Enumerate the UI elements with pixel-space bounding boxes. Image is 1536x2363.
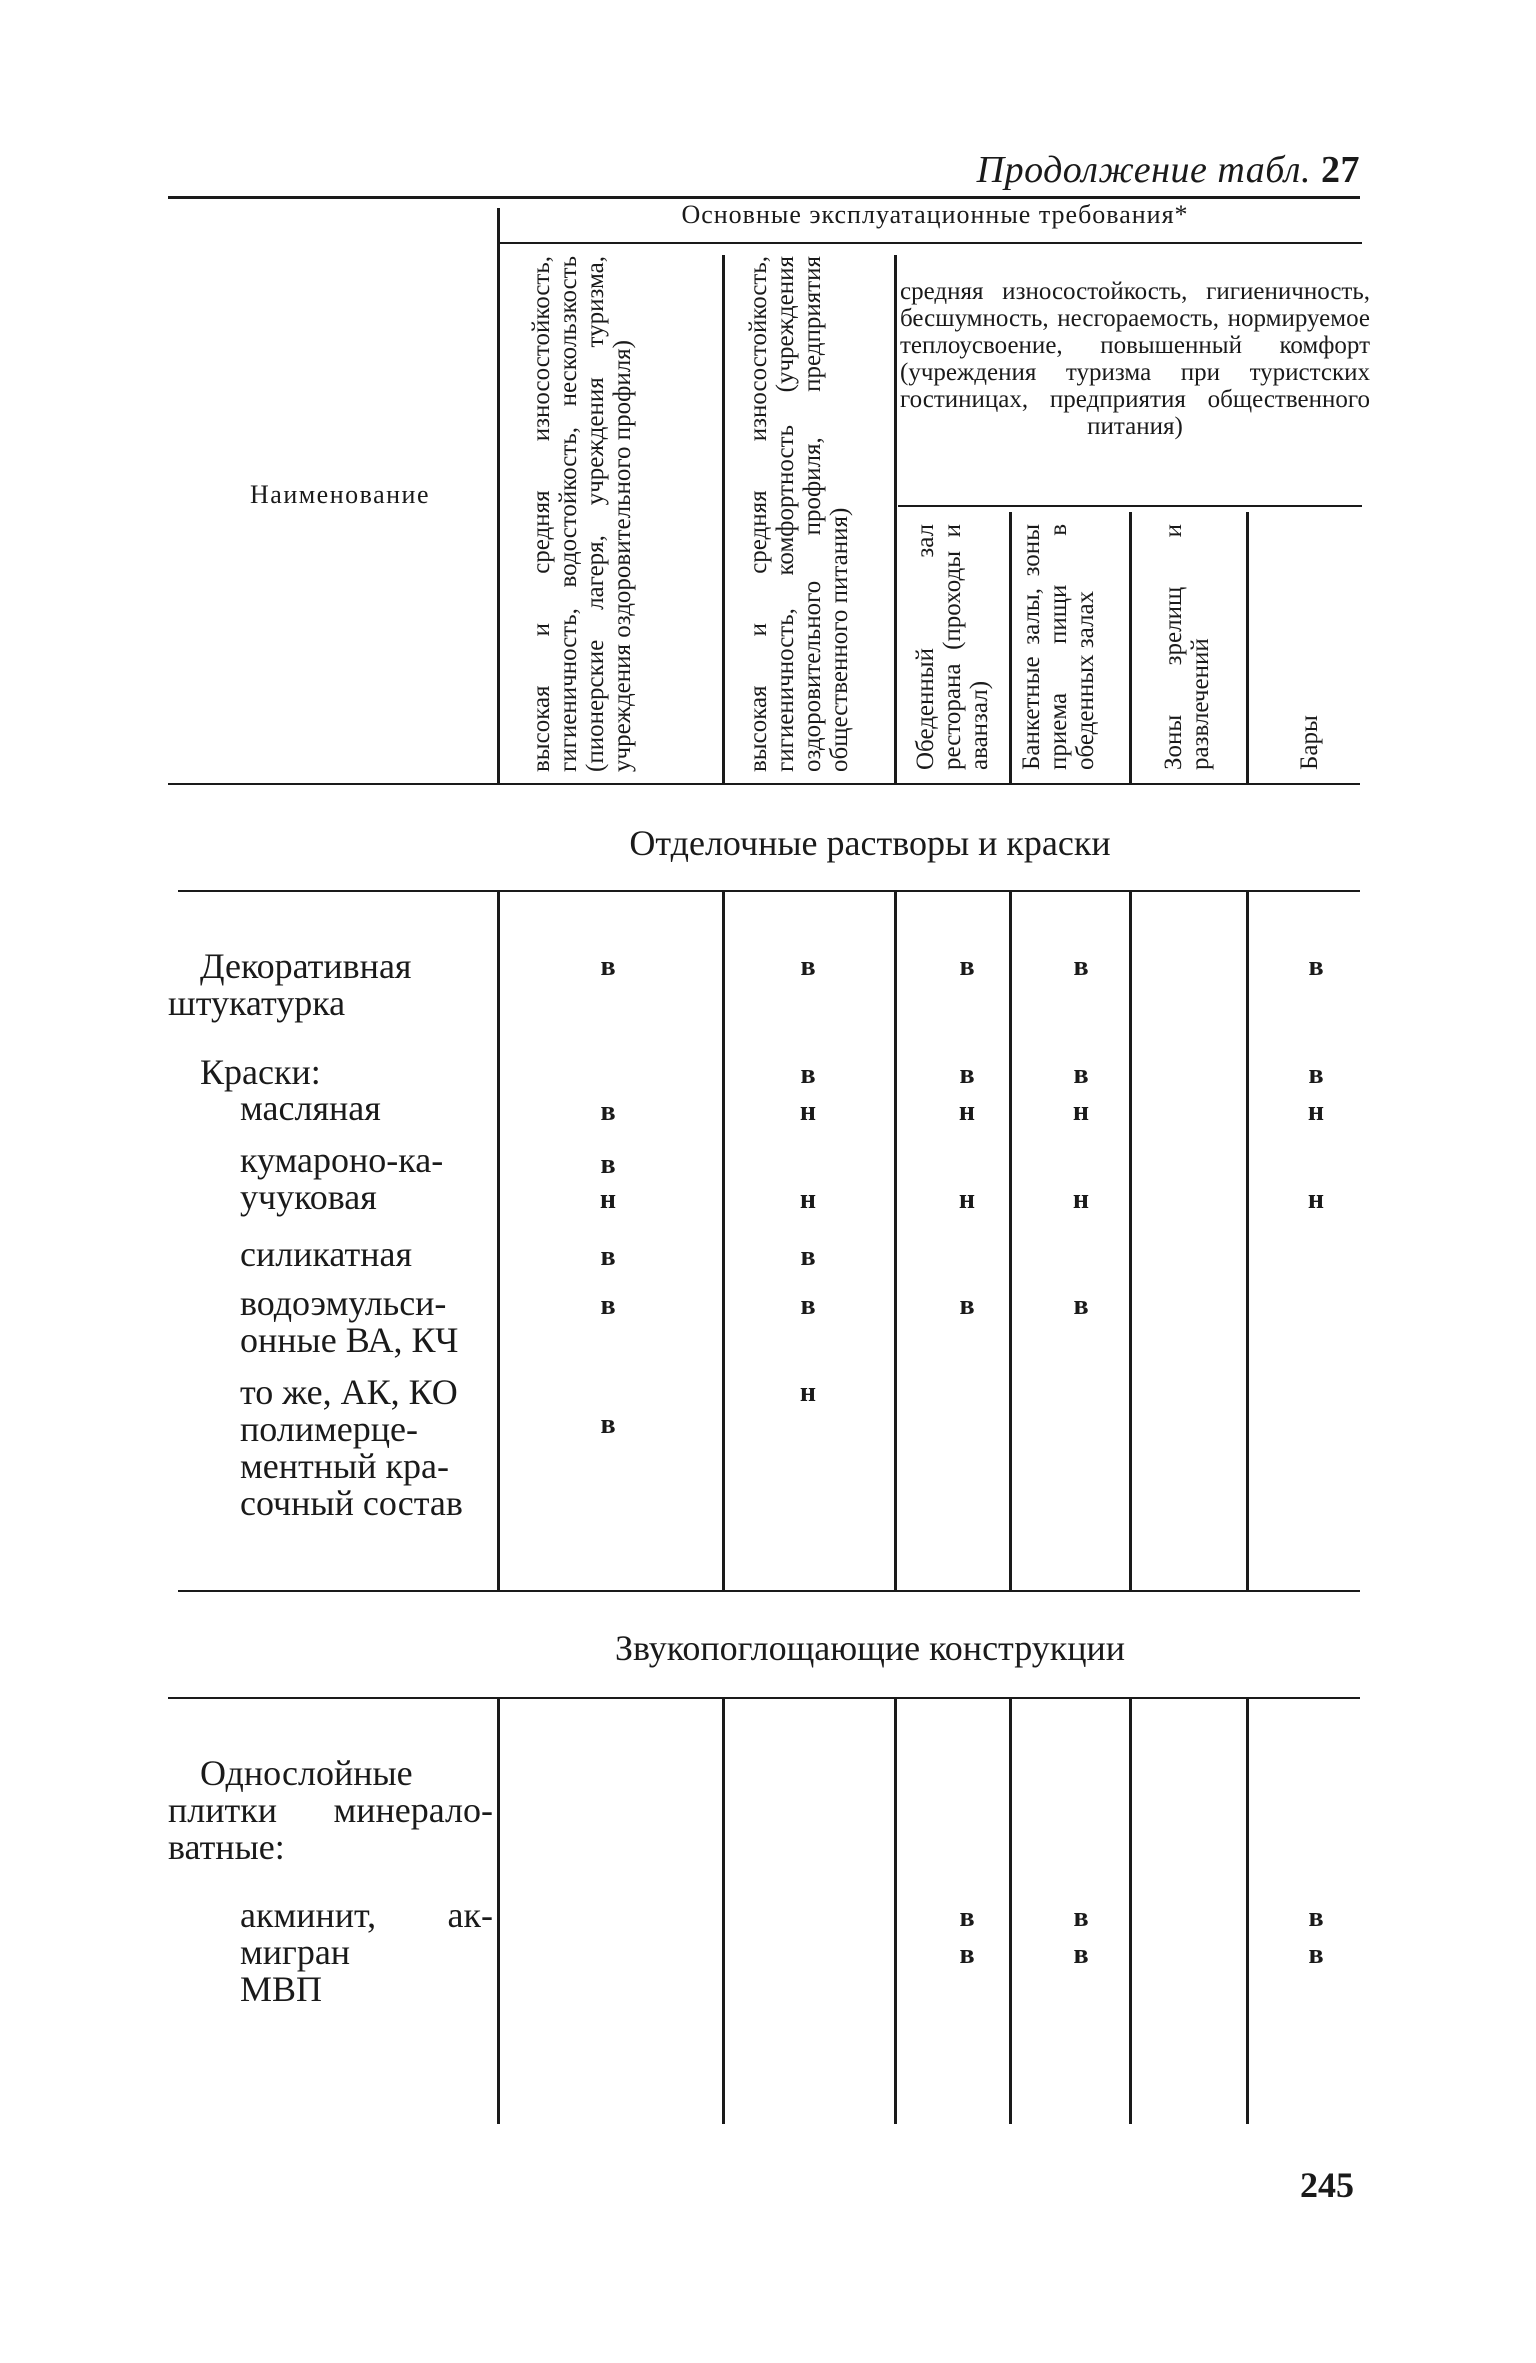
- row-name: силикатная: [240, 1234, 413, 1274]
- s1-divider-4: [1129, 892, 1132, 1590]
- header-bottom-rule: [168, 783, 1360, 785]
- s1-divider-5: [1246, 892, 1249, 1590]
- col5-header: Зоны зрелищ и развлечений: [1160, 524, 1214, 770]
- mark: в: [959, 1059, 975, 1090]
- col2-header: высокая и средняя износостойкость, гигиеничность, комфортность (учреждения оздоровительного профиля, предприятия общественного питания): [745, 256, 853, 772]
- mark: в: [1073, 1290, 1089, 1321]
- group-header: Основные эксплуатационные требования*: [681, 200, 1189, 229]
- row-name: штукатурка: [168, 983, 346, 1023]
- row-name: ватные:: [168, 1827, 285, 1867]
- mark: в: [600, 951, 616, 982]
- mark: в: [959, 951, 975, 982]
- shared-rule: [898, 505, 1362, 507]
- row-name: то же, АК, КО: [240, 1372, 458, 1412]
- col-divider-3: [1009, 512, 1012, 783]
- mark: в: [959, 1290, 975, 1321]
- section1-top-rule: [178, 890, 1360, 892]
- mark: в: [1073, 1939, 1089, 1970]
- mark: н: [599, 1184, 617, 1215]
- mark: в: [600, 1290, 616, 1321]
- s2-divider-3: [1009, 1699, 1012, 2124]
- row-name: кумароно-ка-: [240, 1140, 444, 1180]
- caption-text: Продолжение табл.: [976, 149, 1311, 191]
- s2-divider-1: [722, 1699, 725, 2124]
- col-divider-5: [1246, 512, 1249, 783]
- mark: в: [959, 1939, 975, 1970]
- mark: в: [1073, 951, 1089, 982]
- s1-divider-3: [1009, 892, 1012, 1590]
- row-name: Однослойные: [200, 1753, 413, 1793]
- col6-header: Бары: [1296, 715, 1323, 770]
- mark: в: [1073, 1059, 1089, 1090]
- mark: в: [600, 1149, 616, 1180]
- col-divider-1: [722, 255, 725, 783]
- col1-header: высокая и средняя износостойкость, гигиеничность, водостойкость, нескользкость (пионерские лагеря, учреждения туризма, учреждения оздоровительного профиля): [528, 256, 636, 772]
- section1-bottom-rule: [178, 1590, 1360, 1592]
- mark: в: [600, 1241, 616, 1272]
- section-title-finishing: Отделочные растворы и краски: [629, 823, 1111, 863]
- mark: в: [1308, 951, 1324, 982]
- row-name: МВП: [240, 1969, 323, 2009]
- mark: в: [600, 1409, 616, 1440]
- s1-divider-1: [722, 892, 725, 1590]
- row-name: Краски:: [200, 1052, 321, 1092]
- section-title-acoustic: Звукопоглощающие конструкции: [614, 1628, 1126, 1668]
- table-top-rule: [168, 196, 1360, 199]
- s1-divider-0: [497, 892, 500, 1590]
- mark: в: [959, 1902, 975, 1933]
- mark: в: [600, 1096, 616, 1127]
- mark: в: [1308, 1902, 1324, 1933]
- page-number: 245: [1300, 2165, 1354, 2205]
- mark: в: [1073, 1902, 1089, 1933]
- row-name: плитки минерало-: [168, 1790, 493, 1830]
- col3-header: Обеденный зал ресторана (проходы и аванзал): [912, 524, 993, 770]
- section2-top-rule: [168, 1697, 1360, 1699]
- row-name: онные ВА, КЧ: [240, 1320, 459, 1360]
- name-col-divider: [497, 208, 500, 784]
- mark: н: [958, 1096, 976, 1127]
- mark: н: [799, 1377, 817, 1408]
- mark: в: [1308, 1939, 1324, 1970]
- mark: н: [1072, 1096, 1090, 1127]
- row-name: акминит, ак-: [240, 1895, 493, 1935]
- mark: в: [800, 1241, 816, 1272]
- col4-header: Банкетные залы, зоны приема пищи в обеденных залах: [1018, 524, 1099, 770]
- mark: в: [800, 1290, 816, 1321]
- row-name: сочный состав: [240, 1483, 463, 1523]
- col-divider-2: [894, 255, 897, 783]
- name-column-header: Наименование: [250, 480, 430, 509]
- table-caption: [977, 148, 1360, 192]
- mark: в: [800, 951, 816, 982]
- mark: н: [1307, 1184, 1325, 1215]
- row-name: масляная: [240, 1088, 381, 1128]
- mark: н: [1072, 1184, 1090, 1215]
- mark: в: [800, 1059, 816, 1090]
- row-name: ментный кра-: [240, 1446, 449, 1486]
- mark: в: [1308, 1059, 1324, 1090]
- s2-divider-5: [1246, 1699, 1249, 2124]
- caption-number: 27: [1321, 149, 1360, 191]
- mark: н: [799, 1096, 817, 1127]
- mark: н: [799, 1184, 817, 1215]
- col-divider-4: [1129, 512, 1132, 783]
- s2-divider-0: [497, 1699, 500, 2124]
- mark: н: [958, 1184, 976, 1215]
- s2-divider-2: [894, 1699, 897, 2124]
- s1-divider-2: [894, 892, 897, 1590]
- row-name: полимерце-: [240, 1409, 419, 1449]
- mark: н: [1307, 1096, 1325, 1127]
- row-name: водоэмульси-: [240, 1283, 447, 1323]
- row-name: учуковая: [240, 1177, 377, 1217]
- group-rule: [500, 242, 1362, 244]
- row-name: мигран: [240, 1932, 351, 1972]
- s2-divider-4: [1129, 1699, 1132, 2124]
- row-name: Декоративная: [200, 946, 412, 986]
- shared-requirements: средняя износостойкость, гигиеничность, бесшумность, несгораемость, нормируемое теплоусвоение, повышенный комфорт (учреждения туризма при туристских гостиницах, предприятия общественного питания): [900, 278, 1370, 440]
